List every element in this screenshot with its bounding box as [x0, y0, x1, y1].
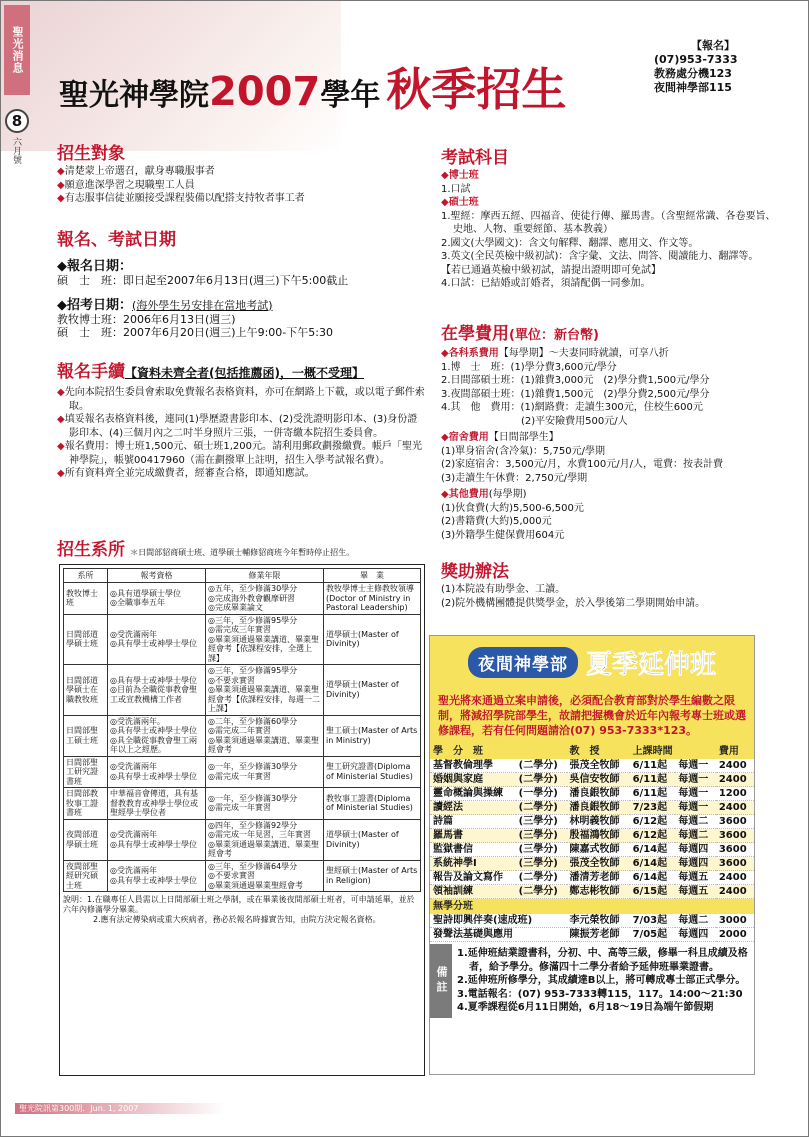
- course-cell: 潘良銀牧師: [567, 787, 630, 801]
- dorm-note: 【日間部學生】: [488, 432, 559, 443]
- fee-item: 3.夜間部碩士班：(1)雜費1,500元 (2)學分費2,500元/學分: [441, 388, 710, 400]
- department-years-cell: ◎一年，至少修滿30學分 ◎需完成一年實習: [206, 756, 324, 788]
- course-cell: 殷福鴻牧師: [567, 829, 630, 843]
- department-row: [64, 860, 421, 892]
- course-cell: 張茂全牧師: [567, 759, 630, 773]
- dates-section: [57, 229, 427, 340]
- course-cell: 羅馬書: [430, 829, 516, 843]
- procedure-item: ◆填妥報名表格資料後，連同(1)學歷證書影印本、(2)受洗證明影印本、(3)身份證影印本、(4)三個月內之二吋半身照片三張，一併寄繳本院招生委員會。: [57, 414, 418, 439]
- department-row: [64, 614, 421, 665]
- master-title: ◆碩士班: [441, 197, 479, 208]
- aid-item: (1)本院設有助學金、工讀。: [441, 584, 566, 595]
- department-dept-cell: 日間部教牧事工證書班: [64, 788, 108, 820]
- department-row: [64, 756, 421, 788]
- dorm-item: (3)走讀生午休費：2,750元/學期: [441, 472, 588, 484]
- course-cell: 陳嘉式牧師: [567, 843, 630, 857]
- course-cell: 婚姻與家庭: [430, 773, 516, 787]
- departments-heading-row: [57, 539, 437, 561]
- course-cell: 6/14起: [630, 857, 676, 871]
- fee-item: 2.日間部碩士班：(1)雜費3,000元 (2)學分費1,500元/學分: [441, 375, 710, 386]
- department-qual-cell: 中華福音會傳道，具有基督教教育或神學士學位或聖經學士學位者: [108, 788, 206, 820]
- course-cell: 6/11起: [630, 787, 676, 801]
- department-dept-cell: 教牧博士班: [64, 583, 108, 615]
- course-cell: (一學分): [516, 787, 567, 801]
- department-dept-cell: 日間部聖工碩士班: [64, 715, 108, 756]
- dates-heading: 報名、考試日期: [57, 230, 176, 250]
- course-cell: 領袖訓練: [430, 885, 516, 899]
- course-cell: 2400: [716, 801, 754, 815]
- course-cell: 每週一: [675, 773, 716, 787]
- fees-unit: (單位：新台幣): [509, 328, 599, 343]
- remark-item: 4.夏季課程從6月11日開始，6月18～19日為端午節假期: [457, 1002, 714, 1013]
- department-dept-cell: 夜間部聖經研究碩士班: [64, 860, 108, 892]
- course-cell: 基督教倫理學: [430, 759, 516, 773]
- contact-label: 【報名】: [691, 39, 735, 52]
- diamond-icon: ◆: [57, 441, 65, 452]
- other-note: (每學期): [488, 489, 527, 500]
- remarks-label: 備註: [430, 944, 452, 1018]
- course-cell: 詩篇: [430, 815, 516, 829]
- target-item: ◆有志服事信徒並願接受課程裝備以配搭支持牧者事工者: [57, 193, 305, 204]
- course-cell: 潘清芳老師: [567, 871, 630, 885]
- reg-line: 碩 士 班：即日起至2007年6月13日(週三)下午5:00截止: [57, 274, 349, 287]
- exam-title-row: [57, 294, 427, 313]
- department-qual-cell: ◎受洗滿兩年 ◎具有學士或神學士學位: [108, 614, 206, 665]
- remark-item: 1.延伸班結業證書科，分初、中、高等三級，修畢一科且成績及格者，給予學分。修滿四十二學分者給予延伸班畢業證書。: [457, 948, 748, 973]
- department-degree-cell: 道學碩士(Master of Divinity): [324, 665, 421, 716]
- other-item: (1)伙食費(大約)5,500-6,500元: [441, 502, 584, 514]
- course-cell: 潘良銀牧師: [567, 801, 630, 815]
- course-cell: 系統神學Ⅰ: [430, 857, 516, 871]
- course-cell: (三學分): [516, 857, 567, 871]
- course-row: [430, 829, 754, 843]
- department-qual-cell: ◎受洗滿兩年。 ◎具有學士或神學士學位 ◎具全職從事教會聖工兩年以上之經歷。: [108, 715, 206, 756]
- departments-heading: 招生系所: [57, 540, 125, 560]
- department-row: [64, 665, 421, 716]
- table-notes: [63, 895, 421, 925]
- dorm-title: ◆宿舍費用: [441, 432, 489, 443]
- course-cell: (二學分): [516, 759, 567, 773]
- master-item: 3.英文(全民英檢中級初試)：含字彙、文法、問答、閱讀能力、翻譯等。: [441, 251, 759, 262]
- department-degree-cell: 道學碩士(Master of Divinity): [324, 819, 421, 860]
- night-school-box: [429, 635, 755, 1075]
- table-note: 2.應有法定傳染病或重大疾病者，務必於報名時據實告知，由院方決定報名資格。: [93, 915, 381, 924]
- fee-item: (2)平安險費用500元/人: [441, 415, 628, 427]
- course-row: [430, 759, 754, 773]
- remark-item: 2.延伸班所修學分，其成績達B以上，將可轉成專士部正式學分。: [457, 975, 746, 986]
- title-term: 學年: [320, 78, 381, 113]
- issue-month: 六月號: [11, 137, 21, 164]
- course-row: [430, 773, 754, 787]
- procedure-item: ◆所有資料齊全並完成繳費者，經審查合格，即通知應試。: [57, 468, 315, 479]
- department-degree-cell: 聖經碩士(Master of Arts in Religion): [324, 860, 421, 892]
- department-row: [64, 583, 421, 615]
- diamond-icon: ◆: [57, 179, 65, 191]
- course-cell: 每週一: [675, 759, 716, 773]
- course-col-class: 學 分 班: [430, 744, 567, 759]
- dorm-item: (1)單身宿舍(含冷氣)：5,750元/學期: [441, 445, 605, 457]
- remarks-body: [452, 944, 754, 1018]
- aid-item: (2)院外機構團體提供獎學金，於入學後第二學期開始申請。: [441, 597, 706, 609]
- course-cell: 報告及論文寫作: [430, 871, 516, 885]
- free-class-header: 無學分班: [430, 899, 754, 915]
- course-cell: 讀經法: [430, 801, 516, 815]
- contact-box: [654, 39, 772, 95]
- course-cell: 靈命概論與操練: [430, 787, 516, 801]
- department-degree-cell: 聖工碩士(Master of Arts in Ministry): [324, 715, 421, 756]
- diamond-icon: ◆: [57, 166, 65, 177]
- course-cell: 6/12起: [630, 829, 676, 843]
- department-degree-cell: 道學碩士(Master of Divinity): [324, 614, 421, 665]
- department-degree-cell: 聖工研究證書(Diploma of Ministerial Studies): [324, 756, 421, 788]
- reg-title: ◆報名日期：: [57, 259, 132, 274]
- department-qual-cell: ◎受洗滿兩年 ◎具有學士或神學士學位: [108, 819, 206, 860]
- course-cell: 3600: [716, 815, 754, 829]
- department-years-cell: ◎二年，至少修滿60學分 ◎需完成二年實習 ◎畢業須通過畢業講道、畢業聖經會考: [206, 715, 324, 756]
- free-course-row: [430, 914, 754, 928]
- course-cell: 鄭志彬牧師: [567, 885, 630, 899]
- department-years-cell: ◎三年，至少修滿95學分 ◎需完成三年實習 ◎畢業須通過畢業講道、畢業聖經會考【依課程安排，全選上課】: [206, 614, 324, 665]
- course-cell: 張茂全牧師: [567, 857, 630, 871]
- course-cell: 吳信安牧師: [567, 773, 630, 787]
- department-qual-cell: ◎受洗滿兩年 ◎具有學士或神學士學位: [108, 860, 206, 892]
- night-title: 夏季延伸班: [585, 650, 716, 680]
- fee-item: 4.其 他 費用：(1)網路費：走讀生300元，住校生600元: [441, 402, 703, 413]
- free-course-cell: 2000: [716, 928, 754, 942]
- diamond-icon: ◆: [57, 414, 65, 425]
- title-year: 2007: [209, 69, 321, 115]
- course-cell: 每週四: [675, 843, 716, 857]
- course-cell: 3600: [716, 843, 754, 857]
- course-cell: 7/23起: [630, 801, 676, 815]
- exam-line-1: 教牧博士班：2006年6月13日(週三): [57, 312, 236, 326]
- department-dept-cell: 夜間部道學碩士班: [64, 819, 108, 860]
- course-col-time: 上課時間: [630, 744, 716, 759]
- doctor-item: 1.口試: [441, 183, 471, 195]
- course-cell: 6/14起: [630, 843, 676, 857]
- course-cell: 2400: [716, 871, 754, 885]
- master-item: 2.國文(大學國文)：含文句解釋、翻譯、應用文、作文等。: [441, 237, 699, 249]
- course-cell: (三學分): [516, 815, 567, 829]
- department-dept-cell: 日間部道學碩士在職教牧班: [64, 665, 108, 716]
- col-years: 修業年限: [206, 569, 324, 583]
- fee-item: 1.博 士 班：(1)學分費3,600元/學分: [441, 361, 617, 373]
- contact-phone: (07)953-7333: [654, 53, 738, 66]
- free-course-cell: 每週四: [675, 928, 716, 942]
- col-degree: 畢 業: [324, 569, 421, 583]
- department-dept-cell: 日間部聖工研究證書班: [64, 756, 108, 788]
- free-course-row: [430, 928, 754, 942]
- target-item: ◆清楚蒙上帝選召，獻身專職服事者: [57, 166, 215, 177]
- contact-ext2: 夜間神學部115: [654, 81, 732, 94]
- free-course-cell: 李元榮牧師: [567, 914, 630, 928]
- department-dept-cell: 日間部道學碩士班: [64, 614, 108, 665]
- department-years-cell: ◎三年，至少修滿95學分 ◎不要求實習 ◎畢業須通過畢業講道、畢業聖經會考【依課程安排，每週一二上課】: [206, 665, 324, 716]
- department-row: [64, 715, 421, 756]
- course-cell: 6/11起: [630, 773, 676, 787]
- department-years-cell: ◎一年，至少修滿30學分 ◎需完成一年實習: [206, 788, 324, 820]
- department-row: [64, 819, 421, 860]
- diamond-icon: ◆: [57, 468, 65, 479]
- course-cell: (二學分): [516, 773, 567, 787]
- night-badge: 夜間神學部: [468, 647, 578, 678]
- contact-ext1: 教務處分機123: [654, 67, 732, 80]
- course-cell: 2400: [716, 773, 754, 787]
- table-note: 說明：1.在職專任人員需以上日間部碩士班之學制，或在畢業後夜間部碩士班者，可申請延畢，並於六年內修滿學分畢業。: [63, 895, 415, 914]
- title-admission: 秋季招生: [386, 63, 567, 116]
- course-cell: (二學分): [516, 871, 567, 885]
- fees-heading: 在學費用: [441, 324, 509, 344]
- other-item: (3)外籍學生健保費用604元: [441, 529, 565, 541]
- department-years-cell: ◎四年，至少修滿92學分 ◎需完成一年見習，三年實習 ◎畢業須通過畢業講道、畢業聖經會考: [206, 819, 324, 860]
- free-course-cell: 3000: [716, 914, 754, 928]
- course-cell: (二學分): [516, 801, 567, 815]
- course-cell: (三學分): [516, 843, 567, 857]
- each-title: ◆各科系費用: [441, 348, 499, 359]
- course-row: [430, 885, 754, 899]
- section-tag: 聖光消息: [4, 5, 30, 95]
- free-course-cell: 發聲法基礎與應用: [430, 928, 567, 942]
- course-cell: 每週五: [675, 885, 716, 899]
- course-cell: 1200: [716, 787, 754, 801]
- exam-title: ◆招考日期：: [57, 297, 132, 313]
- department-degree-cell: 教牧學博士主修教牧領導(Doctor of Ministry in Pastoral Leadership): [324, 583, 421, 615]
- course-cell: 6/14起: [630, 871, 676, 885]
- course-cell: 每週一: [675, 801, 716, 815]
- exam-line-2: 碩 士 班：2007年6月20日(週三)上午9:00-下午5:30: [57, 326, 333, 339]
- remarks-box: [430, 944, 754, 1018]
- doctor-title: ◆博士班: [441, 170, 479, 181]
- course-cell: 每週二: [675, 829, 716, 843]
- course-cell: 3600: [716, 857, 754, 871]
- aid-heading: 獎助辦法: [441, 562, 509, 582]
- target-heading: 招生對象: [57, 144, 125, 164]
- course-cell: (三學分): [516, 829, 567, 843]
- course-cell: 林明義牧師: [567, 815, 630, 829]
- master-item: 【若已通過英檢中級初試，請提出證明即可免試】: [441, 264, 661, 276]
- department-qual-cell: ◎具有道學碩士學位 ◎全職事奉五年: [108, 583, 206, 615]
- page-title: [59, 53, 566, 118]
- aid-section: [441, 561, 786, 610]
- other-item: (2)書籍費(大約)5,000元: [441, 516, 552, 527]
- side-strip: [1, 1, 43, 1137]
- course-cell: 2400: [716, 885, 754, 899]
- course-row: [430, 801, 754, 815]
- target-section: [57, 143, 427, 206]
- course-cell: 每週二: [675, 815, 716, 829]
- free-course-cell: 陳振芳老師: [567, 928, 630, 942]
- course-cell: 2400: [716, 759, 754, 773]
- procedure-heading: 報名手續: [57, 362, 125, 382]
- course-row: [430, 843, 754, 857]
- free-course-cell: 每週二: [675, 914, 716, 928]
- department-qual-cell: ◎具有學士或神學士學位 ◎目前為全職從事教會聖工或宣教機構工作者: [108, 665, 206, 716]
- department-years-cell: ◎三年，至少修滿64學分 ◎不要求實習 ◎畢業須通過畢業聖經會考: [206, 860, 324, 892]
- remark-item: 3.電話報名：(07) 953-7333轉115，117。14:00～21:30: [457, 988, 743, 1000]
- title-school: 聖光神學院: [59, 78, 209, 113]
- diamond-icon: ◆: [57, 387, 65, 398]
- other-title: ◆其他費用: [441, 489, 489, 500]
- col-qual: 報考資格: [108, 569, 206, 583]
- procedure-section: [57, 361, 427, 481]
- course-cell: 3600: [716, 829, 754, 843]
- footer: 聖光院訊第300期．Jun. 1, 2007: [15, 1103, 225, 1114]
- course-cell: 監獄書信: [430, 843, 516, 857]
- departments-table: [59, 564, 425, 1076]
- department-years-cell: ◎五年，至少修滿30學分 ◎完成海外教會觀摩研習 ◎完成畢業論文: [206, 583, 324, 615]
- course-row: [430, 871, 754, 885]
- each-note: 【每學期】～夫妻同時就讀，可享八折: [498, 348, 669, 359]
- course-cell: 6/12起: [630, 815, 676, 829]
- departments-note: ＊日間部貂商碩士班、道學碩士輔修貂商班今年暫時停止招生。: [130, 548, 355, 557]
- exam-section: [441, 147, 781, 291]
- procedure-item: ◆先向本院招生委員會索取免費報名表格資料，亦可在網路上下載，或以電子郵件索取。: [57, 387, 425, 412]
- page-number: 8: [5, 109, 29, 133]
- course-cell: 6/11起: [630, 759, 676, 773]
- course-row: [430, 787, 754, 801]
- master-item: 4.口試：已結婚或訂婚者，須請配偶一同參加。: [441, 278, 651, 289]
- dorm-item: (2)家庭宿舍：3,500元/月，水費100元/月/人，電費：按表計費: [441, 459, 723, 470]
- night-banner: [430, 636, 754, 689]
- course-cell: 每週一: [675, 787, 716, 801]
- night-intro: 聖光將來通過立案申請後，必須配合教育部對於學生編數之限制，將減招學院部學生，故請把握機會於近年內報考專士班或選修課程，若有任何問題請洽(07) 953-7333*123。: [430, 689, 754, 744]
- course-col-prof: 教 授: [567, 744, 630, 759]
- department-row: [64, 788, 421, 820]
- free-course-cell: 7/05起: [630, 928, 676, 942]
- exam-heading: 考試科目: [441, 148, 509, 168]
- course-cell: (二學分): [516, 885, 567, 899]
- diamond-icon: ◆: [57, 193, 65, 204]
- exam-note: (海外學生另安排在當地考試): [132, 298, 273, 312]
- department-degree-cell: 教牧事工證書(Diploma of Ministerial Studies): [324, 788, 421, 820]
- course-table: [430, 744, 754, 942]
- fees-section: [441, 323, 786, 542]
- free-course-cell: 7/03起: [630, 914, 676, 928]
- target-item: ◆願意進深學習之現職聖工人員: [57, 179, 195, 191]
- course-cell: 每週五: [675, 871, 716, 885]
- procedure-note: 【資料未齊全者(包括推薦函)，一概不受理】: [125, 366, 364, 380]
- procedure-item: ◆報名費用：博士班1,500元、碩士班1,200元。請利用郵政劃撥繳費。帳戶「聖光神學院」，帳號00417960（需在劃撥單上註明，招生入學考試報名費）。: [57, 441, 422, 466]
- col-dept: 系所: [64, 569, 108, 583]
- course-cell: 6/15起: [630, 885, 676, 899]
- course-row: [430, 815, 754, 829]
- department-qual-cell: ◎受洗滿兩年 ◎具有學士或神學士學位: [108, 756, 206, 788]
- free-course-cell: 聖詩即興伴奏(速成班): [430, 914, 567, 928]
- course-col-fee: 費用: [716, 744, 754, 759]
- course-cell: 每週四: [675, 857, 716, 871]
- course-row: [430, 857, 754, 871]
- master-item: 1.聖經：摩西五經、四福音、使徒行傳、羅馬書。（含聖經常識、各卷要旨、史地、人物、重要經節、基本教義）: [441, 210, 776, 235]
